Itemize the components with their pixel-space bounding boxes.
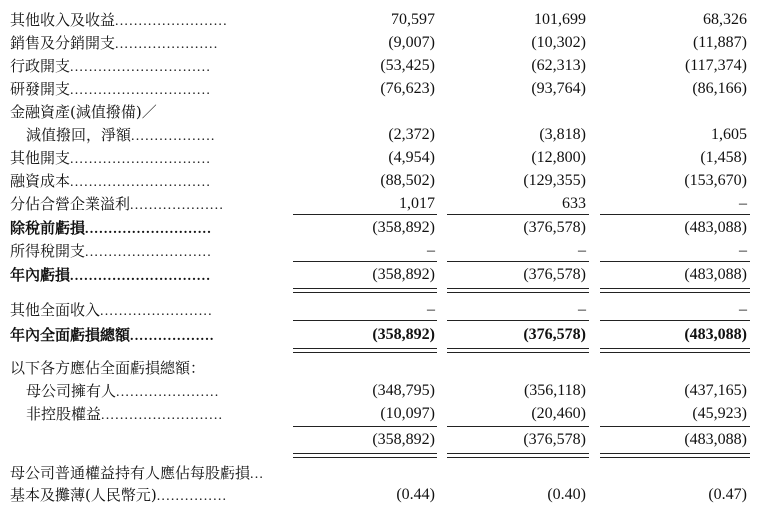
row-label: 所得稅開支 bbox=[10, 242, 86, 260]
total-double-rule bbox=[293, 288, 437, 289]
row-label: 融資成本 bbox=[10, 172, 71, 190]
value-col-1: (348,795) bbox=[372, 382, 435, 399]
total-double-rule bbox=[447, 292, 589, 293]
value-col-1: (88,502) bbox=[380, 172, 435, 189]
value-col-3: – bbox=[739, 301, 747, 318]
row-finance-costs bbox=[0, 170, 760, 192]
leader-dots: ........................ bbox=[115, 14, 228, 29]
value-col-3: (117,374) bbox=[684, 57, 747, 74]
row-label: 基本及攤薄(人民幣元) bbox=[10, 486, 157, 504]
leader-dots: .................... bbox=[130, 198, 225, 213]
value-col-1: 70,597 bbox=[391, 11, 435, 28]
subtotal-rule bbox=[600, 320, 750, 321]
value-col-3: (153,670) bbox=[684, 172, 747, 189]
row-eps-header bbox=[0, 462, 760, 484]
row-impairment-net bbox=[0, 124, 760, 146]
value-col-3: (45,923) bbox=[692, 405, 747, 422]
total-double-rule bbox=[447, 352, 589, 353]
total-double-rule bbox=[600, 352, 750, 353]
value-col-1: – bbox=[427, 301, 435, 318]
value-col-3: (437,165) bbox=[684, 382, 747, 399]
row-total-comprehensive-loss bbox=[0, 324, 760, 346]
row-loss-for-year bbox=[0, 264, 760, 286]
value-col-2: (376,578) bbox=[523, 266, 586, 283]
value-col-3: (483,088) bbox=[684, 219, 747, 236]
value-col-3: (86,166) bbox=[692, 80, 747, 97]
value-col-1: (0.44) bbox=[396, 486, 435, 503]
row-label: 其他收入及收益 bbox=[10, 11, 116, 29]
value-col-2: – bbox=[578, 242, 586, 259]
row-non-controlling-interests bbox=[0, 403, 760, 425]
subtotal-rule bbox=[293, 320, 437, 321]
row-attributable-header bbox=[0, 357, 760, 379]
leader-dots: .............................. bbox=[70, 269, 212, 284]
leader-dots: .............................. bbox=[70, 152, 212, 167]
total-double-rule bbox=[293, 352, 437, 353]
row-eps-basic-diluted bbox=[0, 484, 760, 506]
value-col-3: 68,326 bbox=[703, 11, 747, 28]
leader-dots: .............................. bbox=[70, 60, 212, 75]
value-col-2: 633 bbox=[562, 195, 586, 212]
total-double-rule bbox=[293, 453, 437, 454]
row-label: 除稅前虧損 bbox=[10, 219, 86, 237]
subtotal-rule bbox=[600, 214, 750, 215]
total-double-rule bbox=[447, 453, 589, 454]
value-col-2: 101,699 bbox=[534, 11, 586, 28]
leader-dots: ...................... bbox=[115, 37, 219, 52]
row-label: 母公司擁有人 bbox=[26, 382, 117, 400]
value-col-1: (358,892) bbox=[372, 326, 435, 343]
subtotal-rule bbox=[600, 426, 750, 427]
row-loss-before-tax bbox=[0, 217, 760, 239]
row-label: 其他全面收入 bbox=[10, 301, 101, 319]
total-double-rule bbox=[293, 348, 437, 349]
value-col-3: 1,605 bbox=[711, 126, 747, 143]
leader-dots: .................. bbox=[130, 329, 215, 344]
row-income-tax bbox=[0, 240, 760, 262]
value-col-2: (376,578) bbox=[523, 219, 586, 236]
row-label: 其他開支 bbox=[10, 149, 71, 167]
leader-dots: ........................... bbox=[85, 245, 212, 260]
value-col-2: (12,800) bbox=[531, 149, 586, 166]
value-col-2: (20,460) bbox=[531, 405, 586, 422]
row-jv-profit bbox=[0, 193, 760, 215]
value-col-2: (0.40) bbox=[547, 486, 586, 503]
row-attributable-total bbox=[0, 429, 760, 451]
total-double-rule bbox=[600, 453, 750, 454]
subtotal-rule bbox=[293, 426, 437, 427]
total-double-rule bbox=[293, 292, 437, 293]
row-label: 金融資產(減值撥備)／ bbox=[10, 103, 157, 121]
value-col-1: 1,017 bbox=[399, 195, 435, 212]
value-col-2: (10,302) bbox=[531, 34, 586, 51]
subtotal-rule bbox=[447, 426, 589, 427]
value-col-1: (53,425) bbox=[380, 57, 435, 74]
value-col-3: (1,458) bbox=[700, 149, 747, 166]
total-double-rule bbox=[600, 288, 750, 289]
row-label: 以下各方應佔全面虧損總額： bbox=[10, 359, 206, 377]
leader-dots: ... bbox=[250, 467, 265, 482]
row-label: 銷售及分銷開支 bbox=[10, 34, 116, 52]
row-label: 分佔合營企業溢利 bbox=[10, 195, 131, 213]
row-label: 年內全面虧損總額 bbox=[10, 326, 131, 344]
row-other-expenses bbox=[0, 147, 760, 169]
subtotal-rule bbox=[293, 214, 437, 215]
row-selling-expenses bbox=[0, 32, 760, 54]
leader-dots: .................. bbox=[131, 129, 216, 144]
value-col-2: (129,355) bbox=[523, 172, 586, 189]
value-col-2: – bbox=[578, 301, 586, 318]
value-col-1: (358,892) bbox=[372, 266, 435, 283]
total-double-rule bbox=[447, 288, 589, 289]
row-label: 母公司普通權益持有人應佔每股虧損 bbox=[10, 464, 251, 482]
total-double-rule bbox=[600, 348, 750, 349]
leader-dots: ........................ bbox=[100, 304, 213, 319]
leader-dots: .............................. bbox=[70, 83, 212, 98]
value-col-2: (376,578) bbox=[523, 326, 586, 343]
value-col-3: (483,088) bbox=[684, 266, 747, 283]
total-double-rule bbox=[447, 348, 589, 349]
value-col-2: (356,118) bbox=[523, 382, 586, 399]
subtotal-rule bbox=[447, 320, 589, 321]
leader-dots: ...................... bbox=[116, 385, 220, 400]
value-col-1: (358,892) bbox=[372, 219, 435, 236]
row-label: 研發開支 bbox=[10, 80, 71, 98]
value-col-3: (11,887) bbox=[692, 34, 747, 51]
row-label: 非控股權益 bbox=[26, 405, 102, 423]
value-col-2: (376,578) bbox=[523, 431, 586, 448]
row-admin-expenses bbox=[0, 55, 760, 77]
value-col-2: (3,818) bbox=[539, 126, 586, 143]
value-col-1: – bbox=[427, 242, 435, 259]
value-col-1: (9,007) bbox=[388, 34, 435, 51]
value-col-3: (0.47) bbox=[708, 486, 747, 503]
value-col-1: (2,372) bbox=[388, 126, 435, 143]
value-col-3: – bbox=[739, 242, 747, 259]
row-label: 行政開支 bbox=[10, 57, 71, 75]
value-col-3: – bbox=[739, 195, 747, 212]
row-label: 減值撥回，淨額 bbox=[26, 126, 132, 144]
row-other-income bbox=[0, 9, 760, 31]
leader-dots: ............... bbox=[156, 489, 228, 504]
value-col-2: (93,764) bbox=[531, 80, 586, 97]
total-double-rule bbox=[600, 292, 750, 293]
total-double-rule bbox=[447, 457, 589, 458]
value-col-1: (358,892) bbox=[372, 431, 435, 448]
value-col-1: (4,954) bbox=[388, 149, 435, 166]
total-double-rule bbox=[600, 457, 750, 458]
value-col-1: (76,623) bbox=[380, 80, 435, 97]
leader-dots: .......................... bbox=[101, 408, 224, 423]
value-col-3: (483,088) bbox=[684, 431, 747, 448]
value-col-2: (62,313) bbox=[531, 57, 586, 74]
subtotal-rule bbox=[447, 214, 589, 215]
total-double-rule bbox=[293, 457, 437, 458]
subtotal-rule bbox=[293, 261, 437, 262]
subtotal-rule bbox=[447, 261, 589, 262]
leader-dots: ........................... bbox=[85, 222, 212, 237]
row-owners-of-parent bbox=[0, 380, 760, 402]
row-other-comprehensive-income bbox=[0, 299, 760, 321]
value-col-1: (10,097) bbox=[380, 405, 435, 422]
row-impairment-header bbox=[0, 101, 760, 123]
value-col-3: (483,088) bbox=[684, 326, 747, 343]
leader-dots: .............................. bbox=[70, 175, 212, 190]
row-rnd-expenses bbox=[0, 78, 760, 100]
row-label: 年內虧損 bbox=[10, 266, 71, 284]
subtotal-rule bbox=[600, 261, 750, 262]
